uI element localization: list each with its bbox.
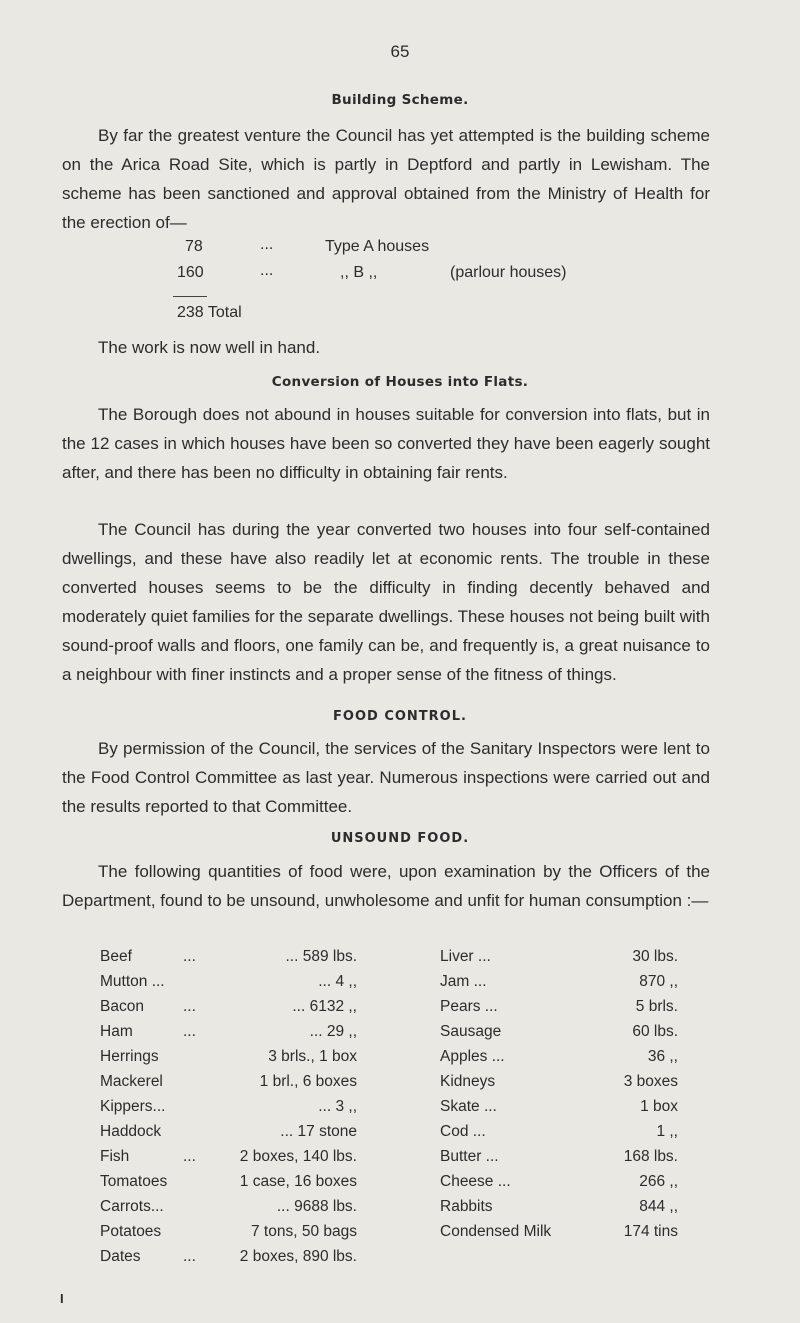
food-item: Jam ...: [440, 973, 487, 990]
food-leader: ...: [183, 1148, 196, 1165]
food-leader: ...: [183, 998, 196, 1015]
food-item: Haddock: [100, 1123, 162, 1140]
building-scheme-paragraph: By far the greatest venture the Council has yet attempted is the building scheme on the Arica Road Site, which is partly in Deptford and partly in Lewisham. The scheme has been sanctioned and approval obtained from the Ministry of Health for the erection of—: [62, 126, 710, 232]
food-quantity: ... 17 stone: [280, 1123, 357, 1140]
food-quantity: ... 9688 lbs.: [276, 1198, 357, 1215]
food-quantity: 870 ,,: [639, 973, 678, 990]
food-item: Apples ...: [440, 1048, 505, 1065]
food-leader: ...: [183, 1023, 196, 1040]
food-item: Carrots...: [100, 1198, 164, 1215]
food-quantity: 1 brl., 6 boxes: [259, 1073, 357, 1090]
food-quantity: 174 tins: [623, 1223, 678, 1240]
conversion-paragraph-1: The Borough does not abound in houses suitable for conversion into flats, but in the 12 cases in which houses have been so converted they have been eagerly sought after, and there has been no difficulty in obtaining fair rents.: [62, 405, 710, 482]
food-item: Kippers...: [100, 1098, 166, 1115]
unsound-food-paragraph: The following quantities of food were, upon examination by the Officers of the Department, found to be unsound, unwholesome and unfit for human consumption :—: [62, 862, 710, 910]
type-b-text: ,, B ,,: [340, 264, 378, 281]
food-leader: ...: [183, 948, 196, 965]
food-control-paragraph: By permission of the Council, the services of the Sanitary Inspectors were lent to the Food Control Committee as last year. Numerous inspections were carried out and the results reported to that Committee.: [62, 739, 710, 816]
food-item: Ham: [100, 1023, 133, 1040]
food-item: Condensed Milk: [440, 1223, 552, 1240]
food-quantity: 60 lbs.: [632, 1023, 678, 1040]
food-item: Mutton ...: [100, 973, 165, 990]
signature-mark: I: [60, 1291, 64, 1306]
food-quantity: 1 ,,: [656, 1123, 678, 1140]
conversion-paragraph-2: The Council has during the year converted two houses into four self-contained dwellings, and these have also readily let at economic rents. The trouble in these converted houses seems to be the difficulty in finding decently behaved and moderately quiet families for the separate dwellings. These houses not being built with sound-proof walls and floors, one family can be, and frequently is, a great nuisance to a neighbour with finer instincts and a proper sense of the fitness of things.: [62, 520, 710, 684]
food-item: Sausage: [440, 1023, 502, 1040]
food-item: Butter ...: [440, 1148, 499, 1165]
food-quantity: ... 29 ,,: [309, 1023, 357, 1040]
food-quantity: 266 ,,: [639, 1173, 678, 1190]
food-quantity: 5 brls.: [635, 998, 678, 1015]
food-item: Potatoes: [100, 1223, 162, 1240]
food-item: Herrings: [100, 1048, 159, 1065]
food-item: Mackerel: [100, 1073, 163, 1090]
food-quantity: 1 case, 16 boxes: [239, 1173, 357, 1190]
food-quantity: 168 lbs.: [623, 1148, 678, 1165]
food-quantity: 7 tons, 50 bags: [251, 1223, 357, 1240]
food-quantity: 3 boxes: [623, 1073, 678, 1090]
food-item: Bacon: [100, 998, 144, 1015]
food-quantity: ... 6132 ,,: [292, 998, 357, 1015]
food-item: Rabbits: [440, 1198, 493, 1215]
food-item: Cheese ...: [440, 1173, 511, 1190]
food-quantity: ... 4 ,,: [318, 973, 357, 990]
houses-total: 238 Total: [177, 304, 242, 321]
food-quantity: 3 brls., 1 box: [268, 1048, 357, 1065]
food-item: Tomatoes: [100, 1173, 168, 1190]
food-quantity: ... 3 ,,: [318, 1098, 357, 1115]
food-leader: ...: [183, 1248, 196, 1265]
food-item: Pears ...: [440, 998, 498, 1015]
building-scheme-closing: The work is now well in hand.: [98, 338, 321, 357]
type-b-count: 160: [177, 264, 204, 281]
food-item: Liver ...: [440, 948, 491, 965]
unsound-food-heading: UNSOUND FOOD.: [330, 831, 470, 846]
food-item: Fish: [100, 1148, 130, 1165]
food-item: Kidneys: [440, 1073, 496, 1090]
food-quantity: ... 589 lbs.: [285, 948, 357, 965]
food-quantity: 36 ,,: [647, 1048, 678, 1065]
building-scheme-heading: Building Scheme.: [331, 92, 469, 108]
food-item: Beef: [100, 948, 132, 965]
food-quantity: 1 box: [640, 1098, 678, 1115]
food-item: Skate ...: [440, 1098, 497, 1115]
type-a-text: Type A houses: [325, 238, 430, 255]
food-item: Cod ...: [440, 1123, 486, 1140]
food-quantity: 2 boxes, 890 lbs.: [239, 1248, 357, 1265]
type-a-count: 78: [185, 238, 203, 255]
sum-rule: [173, 296, 207, 297]
type-a-dots: ...: [260, 236, 274, 253]
food-quantity: 30 lbs.: [632, 948, 678, 965]
conversion-heading: Conversion of Houses into Flats.: [271, 374, 529, 390]
type-b-dots: ...: [260, 262, 274, 279]
food-item: Dates: [100, 1248, 141, 1265]
food-quantity: 2 boxes, 140 lbs.: [239, 1148, 357, 1165]
type-b-note: (parlour houses): [450, 264, 567, 281]
page-number: 65: [390, 42, 410, 61]
food-control-heading: FOOD CONTROL.: [333, 709, 467, 724]
food-quantity: 844 ,,: [639, 1198, 678, 1215]
